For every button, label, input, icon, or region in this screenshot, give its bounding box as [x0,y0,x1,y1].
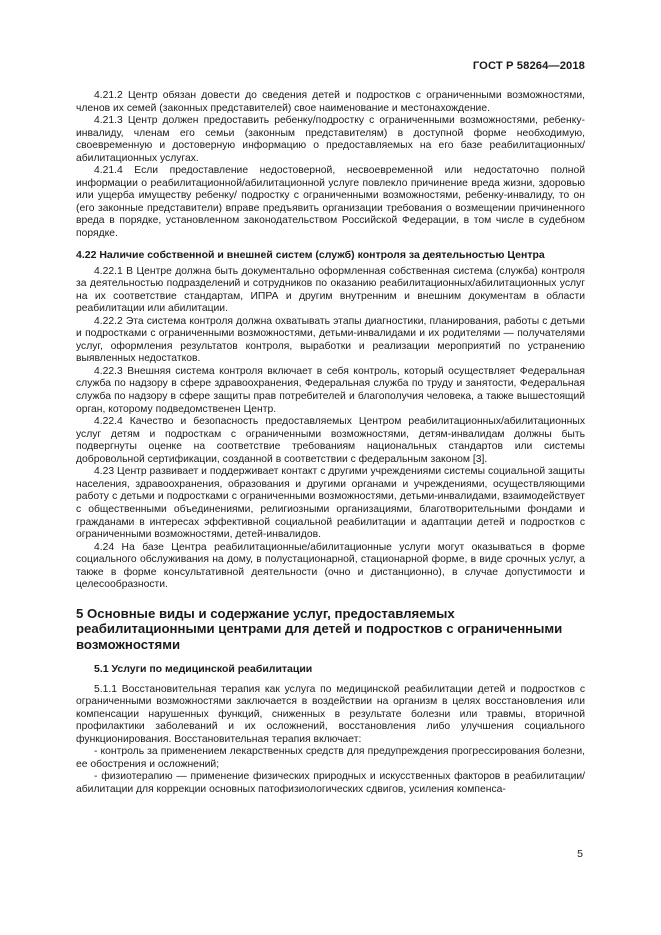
document-code-header: ГОСТ Р 58264—2018 [472,60,585,72]
paragraph-5-1-1: 5.1.1 Восстановительная терапия как услуга по медицинской реабилитации детей и подростков с ограниченными возможностями заключается в воздействии на организм в целях восстановления или компенсации нарушенных функций, сниженных в результате болезни или травмы, вторичной профилактики заболеваний и их осложнений, восстановления либо улучшения социального функционирования. Восстановительная терапия включает: [76,683,585,745]
paragraph-4-21-3: 4.21.3 Центр должен предоставить ребенку/подростку с ограниченными возможностями, ребенку-инвалиду, членам его семьи (законным представителям) в доступной форме необходимую, своевременную и достоверную информацию о предоставляемых на его базе реабилитационных/абилитационных услугах. [76,115,585,164]
heading-5-1: 5.1 Услуги по медицинской реабилитации [94,662,313,675]
paragraph-4-22-3: 4.22.3 Внешняя система контроля включает в себя контроль, который осуществляет Федеральная служба по надзору в сфере здравоохранения, Федеральная служба по труду и занятости, Федеральная служба по надзору в сфере защиты прав потребителей и благополучия человека, а также вышестоящий орган, которому подведомственен Центр. [76,365,585,415]
paragraph-4-23: 4.23 Центр развивает и поддерживает контакт с другими учреждениями системы социальной защиты населения, здравоохранения, образования и другими органами и учреждениями, осуществляющими работу с детьми и подростками с ограниченными возможностями, детьми-инвалидами, взаимодействует с общественными объединениями, религиозными организациями, благотворительными фондами и гражданами в интересах эффективной социальной реабилитации и адаптации детей и подростков с ограниченными возможностями, детей-инвалидов. [76,466,585,541]
heading-4-22: 4.22 Наличие собственной и внешней систем (служб) контроля за деятельностью Центра [76,248,545,261]
paragraph-4-22-2: 4.22.2 Эта система контроля должна охватывать этапы диагностики, планирования, работы с детьми и подростками с ограниченными возможностями, детьми-инвалидами и их родителями — получателями услуг, оформления результатов контроля, выработки и реализации мероприятий по устранению выявленных недостатков. [76,315,585,365]
page-body [76,90,585,796]
section-5-heading: 5 Основные виды и содержание услуг, предоставляемых реабилитационными центрами для детей и подростков с ограниченными возможностями [76,605,563,652]
paragraph-4-24: 4.24 На базе Центра реабилитационные/абилитационные услуги могут оказываться в форме социального обслуживания на дому, в полустационарной, стационарной форме, в виде срочных услуг, а также в форме консультативной деятельности (очно и дистанционно), в случае допустимости и целесообразности. [76,541,585,591]
list-item-physiotherapy: - физиотерапию — применение физических природных и искусственных факторов в реабилитации/абилитации для коррекции основных патофизиологических сдвигов, усиления компенса- [76,771,585,795]
paragraph-4-22-4: 4.22.4 Качество и безопасность предоставляемых Центром реабилитационных/абилитационных услуг детям и подросткам с ограниченными возможностями, детям-инвалидам должны быть подвергнуты оценке на соответствие требованиям национальных стандартов или системы добровольной сертификации, созданной в соответствии с федеральным законом [3]. [76,416,585,465]
paragraph-4-21-2: 4.21.2 Центр обязан довести до сведения детей и подростков с ограниченными возможностями, членов их семей (законных представителей) свое наименование и местонахождение. [76,90,585,114]
paragraph-4-22-1: 4.22.1 В Центре должна быть документально оформленная собственная система (служба) контроля за деятельностью подразделений и сотрудников по оказанию реабилитационных/абилитационных услуг на их соответствие стандартам, ИПРА и другим внутренним и внешним документам в области реабилитации или абилитации. [76,265,585,315]
paragraph-4-21-4: 4.21.4 Если предоставление недостоверной, несвоевременной или недостаточно полной информации о реабилитационной/абилитационной услуге повлекло причинение вреда жизни, здоровью или ущерба имуществу ребенку/ подростку с ограниченными возможностями, ребенку-инвалиду, то он (его законные представители) вправе предъявить организации требования о возмещении причиненного вреда в порядке, установленном законодательством Российской Федерации, в том числе в судебном порядке. [76,165,585,240]
page-number: 5 [577,848,583,860]
list-item-medication-control: - контроль за применением лекарственных средств для предупреждения прогрессирования болезни, ее обострения и осложнений; [76,746,585,770]
